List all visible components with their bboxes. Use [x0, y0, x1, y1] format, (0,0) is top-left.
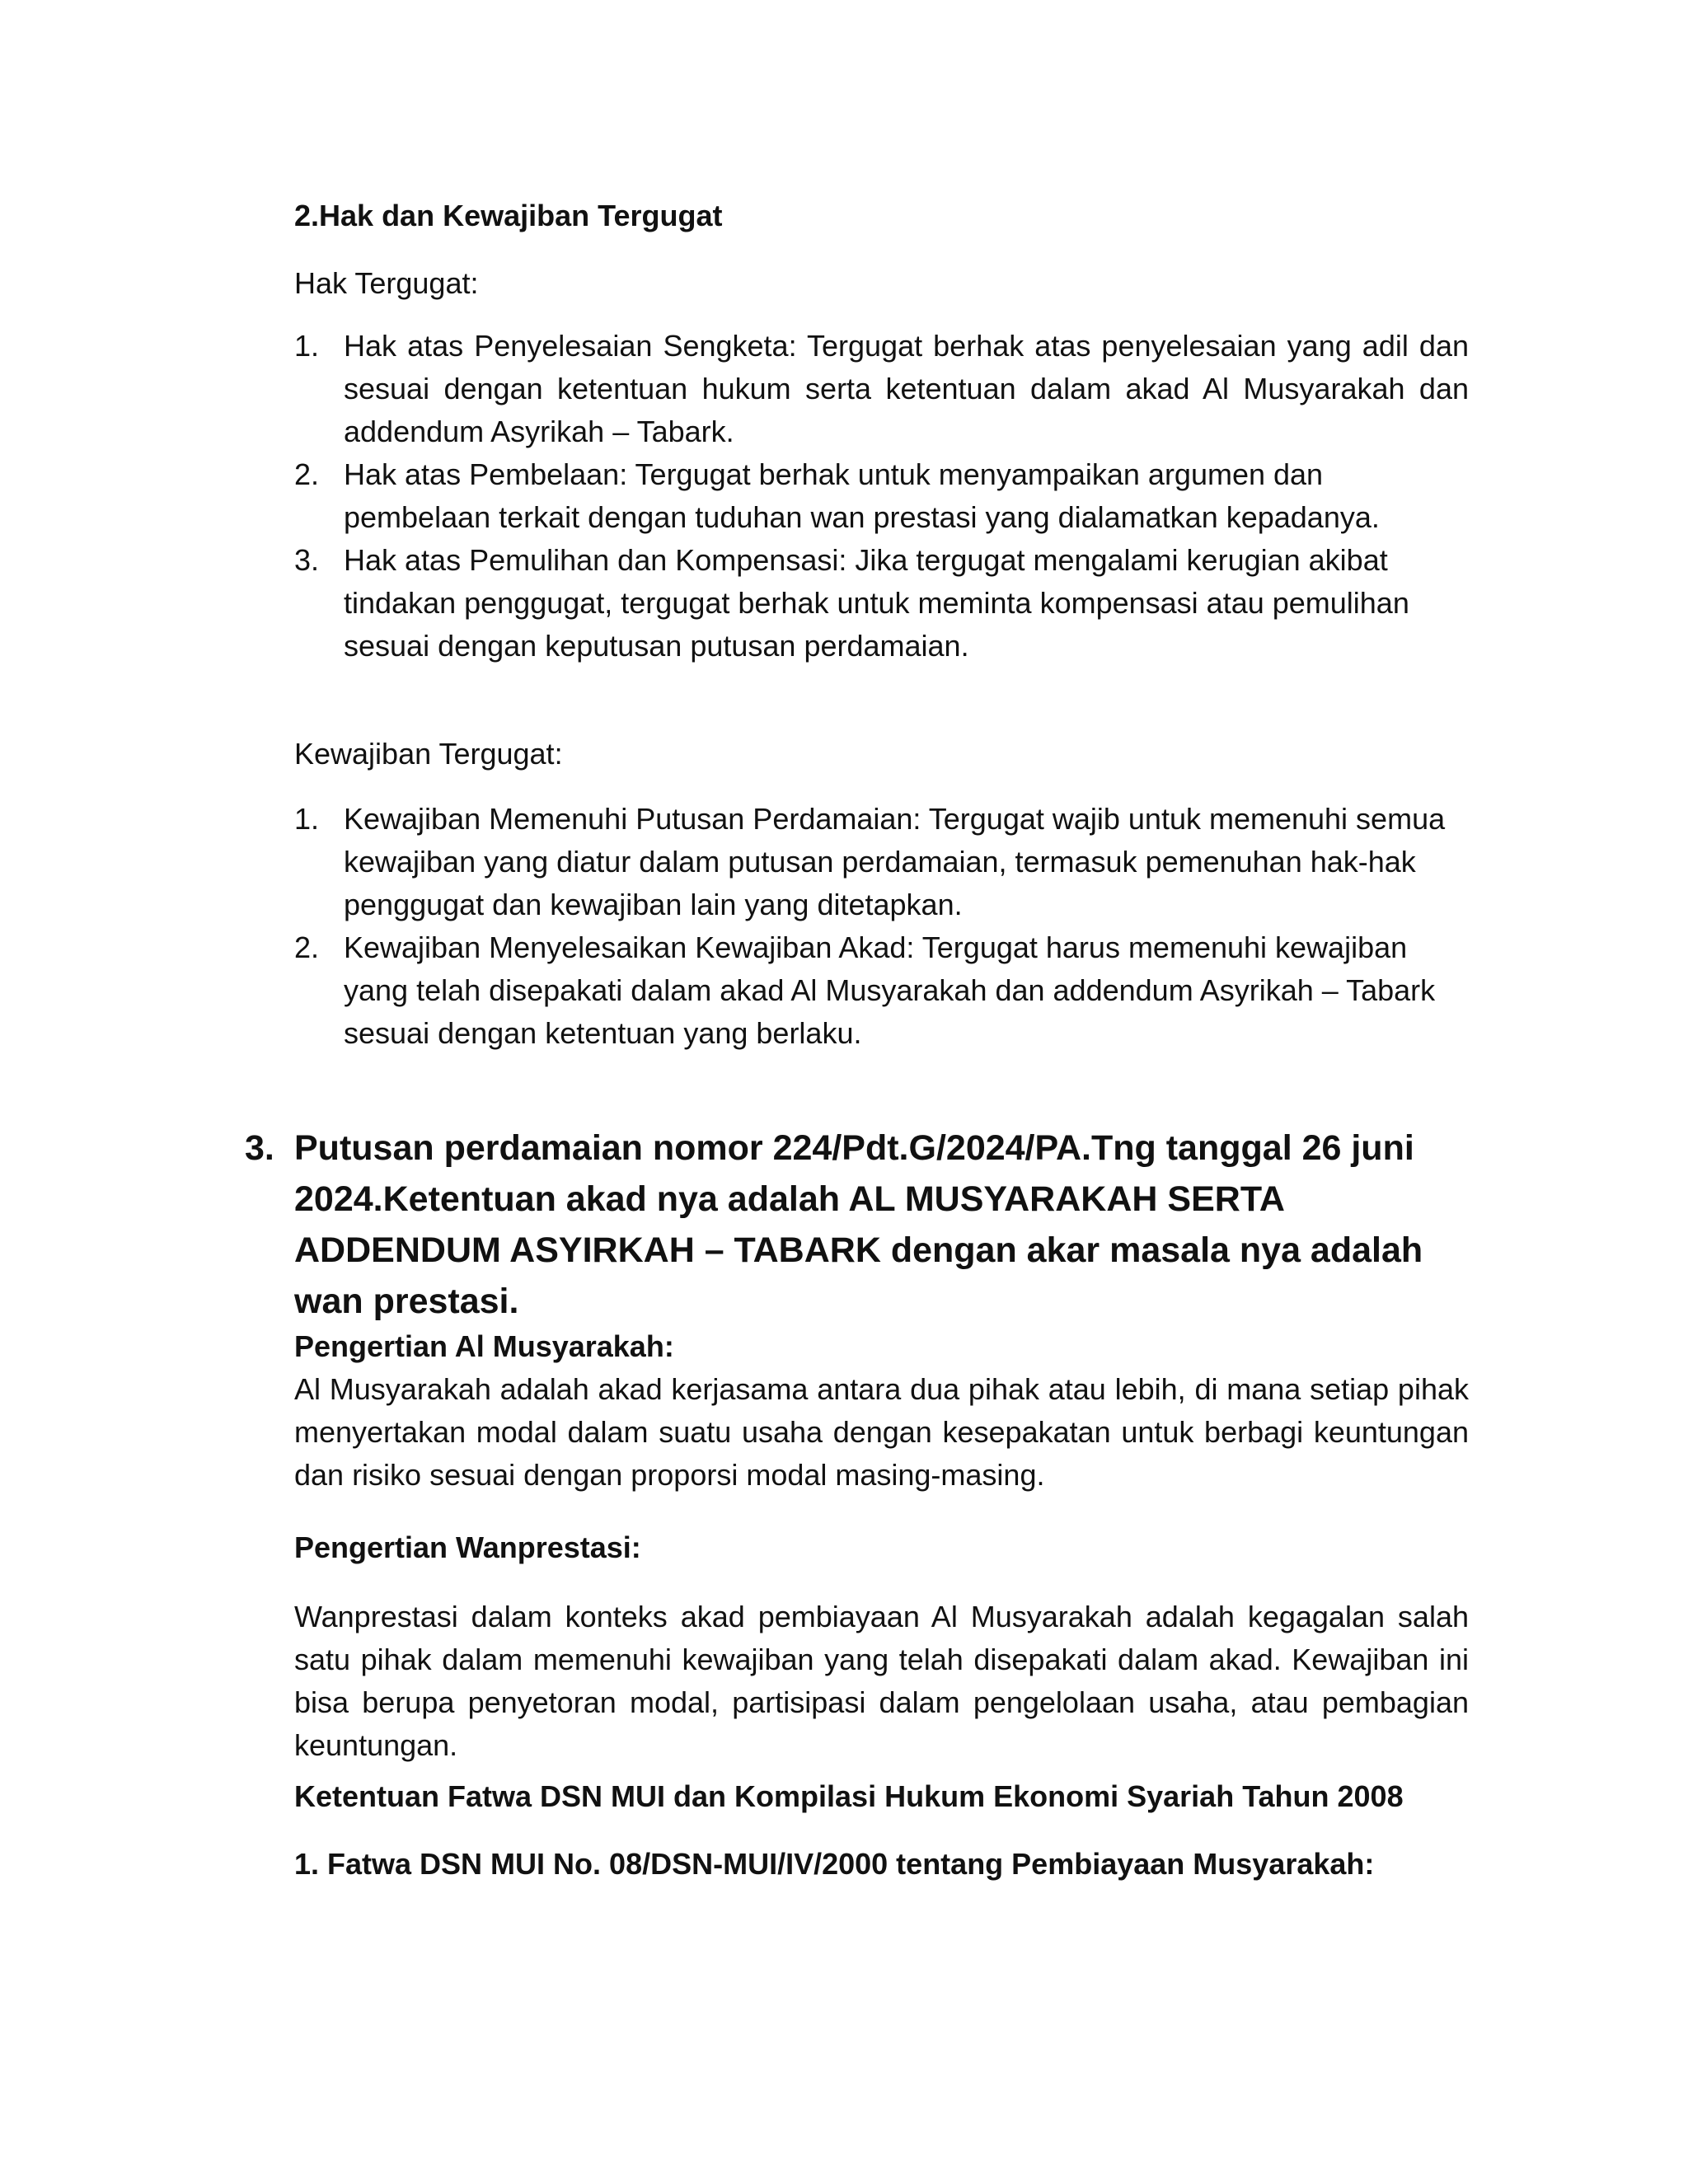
- list-number: 2.: [294, 457, 320, 491]
- section-number: 3.: [245, 1128, 274, 1168]
- section-2-title: 2.Hak dan Kewajiban Tergugat: [294, 199, 723, 232]
- list-item: [294, 325, 1469, 453]
- fatwa-item-1: 1. Fatwa DSN MUI No. 08/DSN-MUI/IV/2000 tentang Pembiayaan Musyarakah:: [294, 1847, 1375, 1881]
- wanprestasi-title: Pengertian Wanprestasi:: [294, 1530, 641, 1564]
- kewajiban-tergugat-label: Kewajiban Tergugat:: [294, 737, 563, 771]
- section-3-heading: [245, 1122, 1469, 1327]
- list-text: Kewajiban Memenuhi Putusan Perdamaian: Tergugat wajib untuk memenuhi semua kewajiban yang diatur dalam putusan perdamaian, termasuk pemenuhan hak-hak penggugat dan kewajiban lain yang ditetapkan.: [344, 802, 1446, 921]
- list-number: 1.: [294, 329, 320, 363]
- wanprestasi-text: Wanprestasi dalam konteks akad pembiayaan Al Musyarakah adalah kegagalan salah satu pihak dalam memenuhi kewajiban yang telah disepakati dalam akad. Kewajiban ini bisa berupa penyetoran modal, partisipasi dalam pengelolaan usaha, atau pembagian keuntungan.: [294, 1600, 1469, 1762]
- list-number: 3.: [294, 543, 320, 577]
- list-text: Hak atas Pemulihan dan Kompensasi: Jika tergugat mengalami kerugian akibat tindakan penggugat, tergugat berhak untuk meminta kompensasi atau pemulihan sesuai dengan keputusan putusan perdamaian.: [344, 543, 1409, 663]
- list-item: [294, 453, 1469, 539]
- list-number: 2.: [294, 930, 320, 964]
- kewajiban-tergugat-list: [294, 798, 1469, 1055]
- hak-tergugat-label: Hak Tergugat:: [294, 266, 479, 300]
- list-text: Hak atas Pembelaan: Tergugat berhak untuk menyampaikan argumen dan pembelaan terkait dengan tuduhan wan prestasi yang dialamatkan kepadanya.: [344, 457, 1380, 534]
- list-text: Kewajiban Menyelesaikan Kewajiban Akad: Tergugat harus memenuhi kewajiban yang telah disepakati dalam akad Al Musyarakah dan addendum Asyrikah – Tabark sesuai dengan ketentuan yang berlaku.: [344, 930, 1436, 1050]
- list-text: Hak atas Penyelesaian Sengketa: Tergugat berhak atas penyelesaian yang adil dan sesuai dengan ketentuan hukum serta ketentuan dalam akad Al Musyarakah dan addendum Asyrikah – Tabark.: [344, 329, 1469, 448]
- list-item: [294, 798, 1469, 926]
- hak-tergugat-list: [294, 325, 1469, 668]
- list-item: [294, 539, 1469, 668]
- list-item: [294, 926, 1469, 1055]
- musyarakah-title: Pengertian Al Musyarakah:: [294, 1329, 674, 1363]
- fatwa-title: Ketentuan Fatwa DSN MUI dan Kompilasi Hukum Ekonomi Syariah Tahun 2008: [294, 1779, 1404, 1813]
- musyarakah-text: Al Musyarakah adalah akad kerjasama antara dua pihak atau lebih, di mana setiap pihak menyertakan modal dalam suatu usaha dengan kesepakatan untuk berbagi keuntungan dan risiko sesuai dengan proporsi modal masing-masing.: [294, 1372, 1469, 1492]
- section-heading-text: Putusan perdamaian nomor 224/Pdt.G/2024/PA.Tng tanggal 26 juni 2024.Ketentuan akad nya adalah AL MUSYARAKAH SERTA ADDENDUM ASYIRKAH – TABARK dengan akar masala nya adalah wan prestasi.: [294, 1128, 1423, 1321]
- list-number: 1.: [294, 802, 320, 836]
